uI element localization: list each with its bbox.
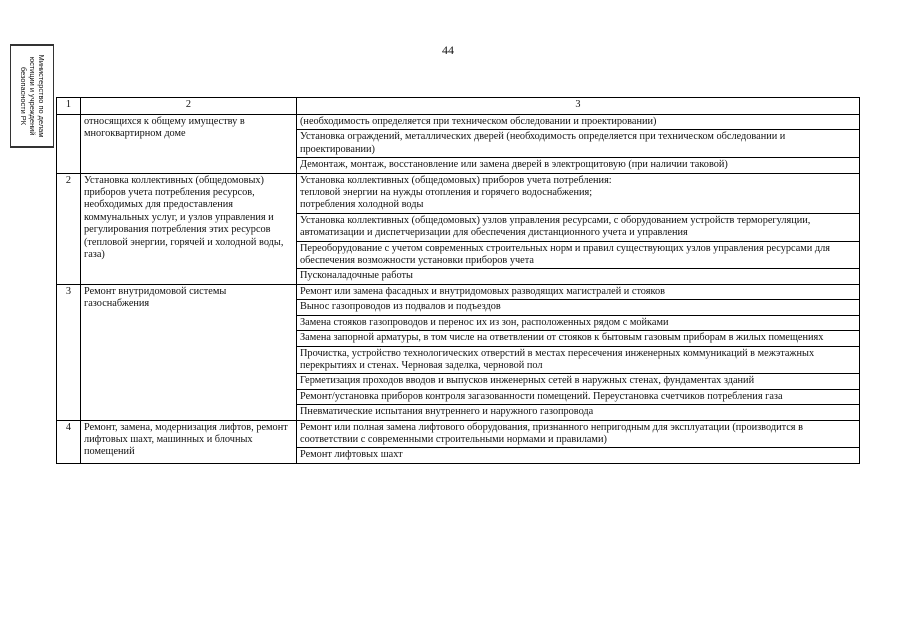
row-number: 4 xyxy=(57,420,81,463)
header-col-1: 1 xyxy=(57,98,81,115)
works-table xyxy=(56,97,860,464)
work-item: Ремонт или замена фасадных и внутридомовых разводящих магистралей и стояков xyxy=(297,284,860,299)
work-item: Вынос газопроводов из подвалов и подъездов xyxy=(297,300,860,315)
work-category: Установка коллективных (общедомовых) приборов учета потребления ресурсов, необходимых для предоставления коммунальных услуг, и узлов управления и регулирования потребления этих ресурсов (тепловой энергии, горячей и холодной воды, газа) xyxy=(81,173,297,284)
table-row xyxy=(57,115,860,130)
table-row xyxy=(57,284,860,299)
work-item: Герметизация проходов вводов и выпусков инженерных сетей в наружных стенах, фундаментах зданий xyxy=(297,374,860,389)
row-number xyxy=(57,115,81,174)
work-item: Прочистка, устройство технологических отверстий в местах пересечения инженерных коммуникаций в межэтажных перекрытиях и стенах. Черновая заделка, черновой пол xyxy=(297,346,860,374)
work-item: Установка коллективных (общедомовых) узлов управления ресурсами, с оборудованием устройств терморегуляции, автоматизации и диспетчеризации для обеспечения дистанционного учета и управления xyxy=(297,213,860,241)
stamp-text: Министерство по делам юстиции и учреждений безопасности РК xyxy=(19,54,47,138)
work-item: Замена стояков газопроводов и перенос их из зон, расположенных рядом с мойками xyxy=(297,315,860,330)
table-header-row xyxy=(57,98,860,115)
work-item: Ремонт/установка приборов контроля загазованности помещений. Переустановка счетчиков потребления газа xyxy=(297,389,860,404)
row-number: 3 xyxy=(57,284,81,420)
work-category: Ремонт, замена, модернизация лифтов, ремонт лифтовых шахт, машинных и блочных помещений xyxy=(81,420,297,463)
work-category: относящихся к общему имуществу в многоквартирном доме xyxy=(81,115,297,174)
work-category: Ремонт внутридомовой системы газоснабжения xyxy=(81,284,297,420)
header-col-2: 2 xyxy=(81,98,297,115)
work-item: Ремонт лифтовых шахт xyxy=(297,448,860,463)
work-item: Пусконаладочные работы xyxy=(297,269,860,284)
work-item: Переоборудование с учетом современных строительных норм и правил существующих узлов управления ресурсами для обеспечения возможности установки приборов учета xyxy=(297,241,860,269)
work-item: Установка ограждений, металлических дверей (необходимость определяется при техническом обследовании и проектировании) xyxy=(297,130,860,158)
page-number: 44 xyxy=(442,43,454,57)
work-item: Установка коллективных (общедомовых) приборов учета потребления: тепловой энергии на нужды отопления и горячего водоснабжения; потребления холодной воды xyxy=(297,173,860,213)
work-item: (необходимость определяется при техническом обследовании и проектировании) xyxy=(297,115,860,130)
header-col-3: 3 xyxy=(297,98,860,115)
work-item: Демонтаж, монтаж, восстановление или замена дверей в электрощитовую (при наличии таковой) xyxy=(297,158,860,173)
work-item: Замена запорной арматуры, в том числе на ответвлении от стояков к бытовым газовым приборам в жилых помещениях xyxy=(297,331,860,346)
work-item: Ремонт или полная замена лифтового оборудования, признанного непригодным для эксплуатации (производится в соответствии с современными строительными нормами и правилами) xyxy=(297,420,860,448)
row-number: 2 xyxy=(57,173,81,284)
table-row xyxy=(57,420,860,448)
table-row xyxy=(57,173,860,213)
registration-stamp xyxy=(10,44,54,148)
work-item: Пневматические испытания внутреннего и наружного газопровода xyxy=(297,405,860,420)
